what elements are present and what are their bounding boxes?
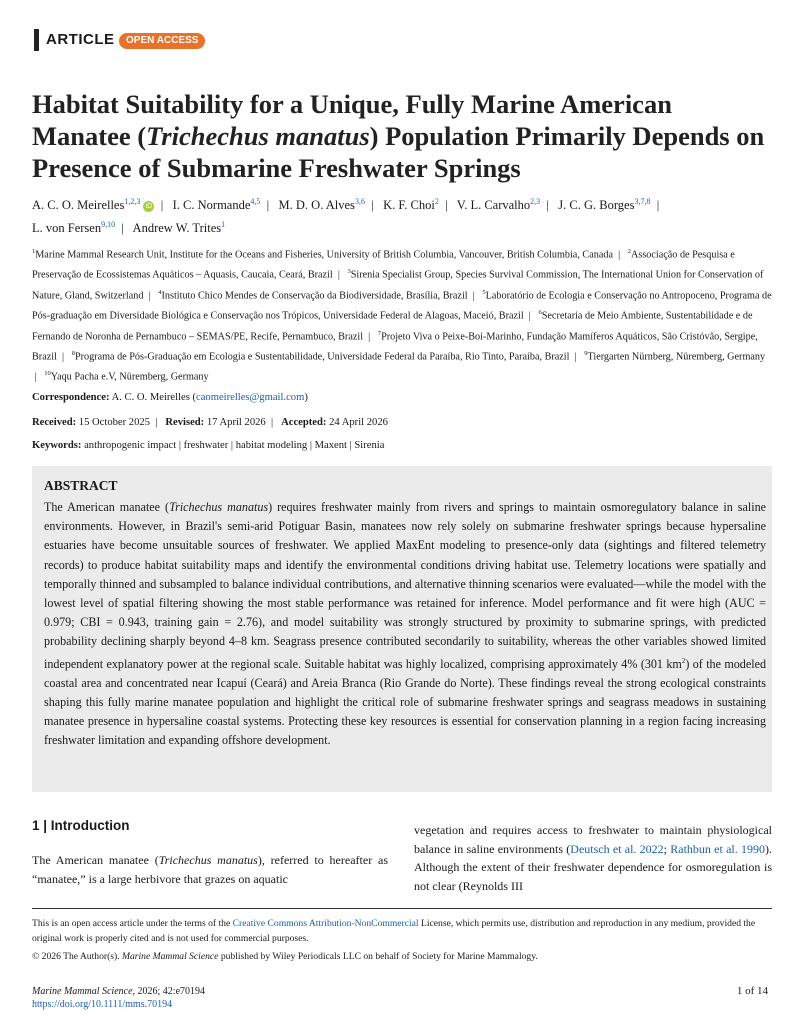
author-name[interactable]: L. von Fersen — [32, 221, 102, 236]
license-statement: This is an open access article under the terms of the Creative Commons Attribution-NonCommercial License, which permits use, distribution and reproduction in any medium, provided the original work is properly cited and is not used for commercial purposes. — [32, 918, 756, 944]
footer-divider — [32, 908, 772, 909]
abstract-heading: ABSTRACT — [44, 478, 118, 493]
journal-citation: Marine Mammal Science, 2026; 42:e70194 — [32, 986, 206, 997]
correspondence: Correspondence: A. C. O. Meirelles (caomeirelles@gmail.com) — [32, 392, 308, 403]
page-number: 1 of 14 — [736, 985, 768, 997]
citation-link[interactable]: Deutsch et al. 2022 — [570, 841, 664, 856]
author-name[interactable]: M. D. O. Alves — [278, 198, 355, 213]
keywords: Keywords: anthropogenic impact | freshwater | habitat modeling | Maxent | Sirenia — [32, 440, 385, 451]
abstract-text: The American manatee (Trichechus manatus) requires freshwater mainly from rivers and springs to maintain osmoregulatory balance in saline environments. However, in Brazil's semi-arid Potiguar Basin, manatees now rely solely on submarine freshwater springs because hypersaline estuaries have become unsuitable sources of freshwater. We applied MaxEnt modeling to presence-only data (sightings and filtered telemetry records) to produce habitat suitability maps and identify the environmental conditions driving habitat use. Telemetry locations were spatially and temporally thinned and subsampled to balance individual contributions, and alternative thinning scenarios were evaluated—while the model with the lowest level of spatial filtering showing the most stable performance was retained for inference. Model performance and fit were high (AUC = 0.979; CBI = 0.943, training gain = 2.76), and model suitability was strongly structured by proximity to submarine springs, with predicted probability declining sharply beyond 4–8 km. Seagrass presence contributed secondarily to suitability, whereas the other variables showed limited independent explanatory power at the regional scale. Suitable habitat was highly localized, comprising approximately 4% (301 $km^2$) of the modeled coastal area and concentrated near Icapuí (Ceará) and Areia Branca (Rio Grande do Norte). These findings reveal the strong ecological constraints shaping this fully marine manatee population and highlight the critical role of submarine freshwater springs and seagrass meadows in sustaining manatee presence in hypersaline coastal systems. Protecting these key resources is essential for conservation planning in a region facing increasing freshwater limitation and expanding offshore development. — [44, 500, 767, 748]
author-name[interactable]: A. C. O. Meirelles — [32, 198, 125, 213]
section-heading-introduction: 1 | Introduction — [32, 818, 130, 833]
copyright-statement: © 2026 The Author(s). Marine Mammal Science published by Wiley Periodicals LLC on behalf of Society for Marine Mammalogy. — [32, 951, 538, 962]
article-type-label: ARTICLE — [46, 31, 115, 48]
author-list: A. C. O. Meirelles$^{1,2,3}$ iD | I. C. Normande$^{4,5}$ | M. D. O. Alves$^{3,6}$ | K. F. Choi$^2$ | V. L. Carvalho$^{2,3}$ | J. C. G. Borges$^{3,7,8}$ | L. von Fersen$^{9,10}$ | Andrew W. Trites$^1$ — [32, 197, 660, 236]
orcid-icon[interactable]: iD — [143, 201, 154, 212]
email-link[interactable]: caomeirelles@gmail.com — [196, 392, 305, 403]
author-name[interactable]: J. C. G. Borges — [558, 198, 635, 213]
doi-link[interactable]: https://doi.org/10.1111/mms.70194 — [32, 999, 173, 1010]
article-title: Habitat Suitability for a Unique, Fully Marine American Manatee (Trichechus manatus) Population Primarily Depends on Presence of Submarine Freshwater Springs — [32, 89, 765, 183]
author-name[interactable]: I. C. Normande — [172, 198, 251, 213]
author-name[interactable]: K. F. Choi — [383, 198, 435, 213]
affiliations: $^1$Marine Mammal Research Unit, Institute for the Oceans and Fisheries, University of British Columbia, Vancouver, British Columbia, Canada | $^2$Associação de Pesquisa e Preservação de Ecossistemas Aquáticos – Aquasis, Caucaia, Ceará, Brazil | $^3$Sirenia Specialist Group, Species Survival Commission, The International Union for Conservation of Nature, Gland, Switzerland | $^4$Instituto Chico Mendes de Conservação da Biodiversidade, Brasília, Brazil | $^5$Laboratório de Ecologia e Conservação no Antropoceno, Programa de Pós-graduação em Diversidade Biológica e Conservação nos Trópicos, Universidade Federal de Alagoas, Maceió, Brazil | $^6$Secretaria de Meio Ambiente, Sustentabilidade e de Fernando de Noronha de Pernambuco – SEMAS/PE, Recife, Pernambuco, Brazil | $^7$Projeto Viva o Peixe-Boi-Marinho, Fundação Mamíferos Aquáticos, São Cristóvão, Sergipe, Brazil | $^8$Programa de Pós-Graduação em Ecologia e Sustentabilidade, Universidade Federal da Paraíba, Rio Tinto, Paraíba, Brazil | $^9$Tiergarten Nürnberg, Nüremberg, Germany | $^{10}$Yaqu Pacha e.V, Nüremberg, Germany — [32, 248, 772, 383]
header-accent-bar — [34, 29, 39, 51]
author-name[interactable]: Andrew W. Trites — [132, 221, 222, 236]
article-dates: Received: 15 October 2025 | Revised: 17 April 2026 | Accepted: 24 April 2026 — [32, 417, 388, 428]
citation-link[interactable]: Rathbun et al. 1990 — [670, 841, 765, 856]
open-access-badge[interactable]: OPEN ACCESS — [119, 33, 205, 49]
author-name[interactable]: V. L. Carvalho — [456, 198, 531, 213]
intro-right-column: vegetation and requires access to freshwater to maintain physiological balance in saline environments (Deutsch et al. 2022; Rathbun et al. 1990). Although the extent of their freshwater dependence for osmoregulation is not clear (Reynolds III — [414, 823, 772, 893]
license-link[interactable]: Creative Commons Attribution-NonCommercial — [232, 918, 419, 929]
intro-left-column: The American manatee (Trichechus manatus), referred to hereafter as “manatee,” is a large herbivore that grazes on aquatic — [32, 853, 388, 886]
